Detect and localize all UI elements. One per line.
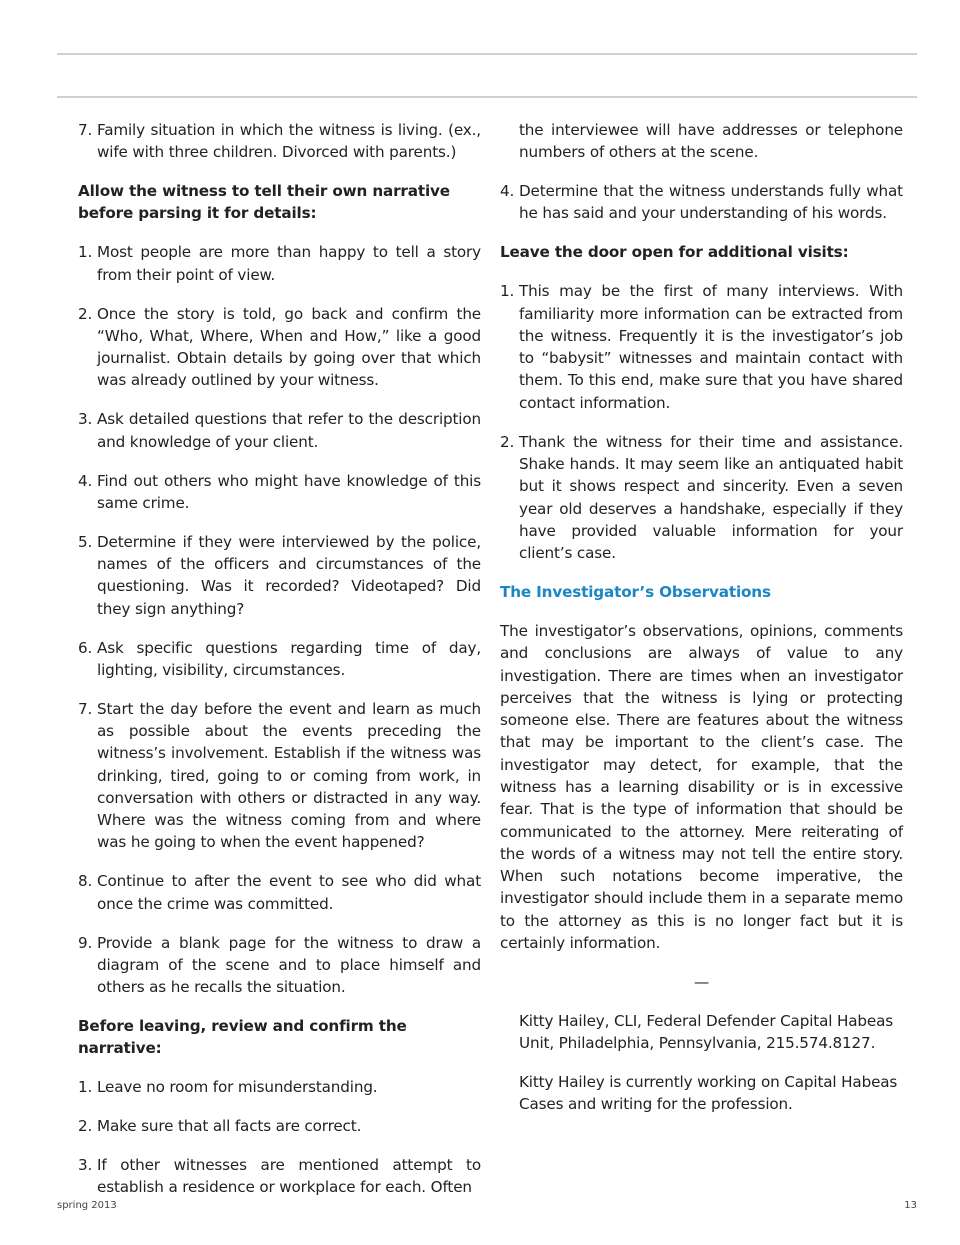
list-text: Ask specific questions regarding time of day, lighting, visibility, circumstances. — [97, 638, 481, 679]
list-number: 2. — [78, 1117, 93, 1136]
list-text: Leave no room for misunderstanding. — [97, 1078, 378, 1097]
header-rule-top — [57, 53, 917, 55]
list-item — [78, 698, 481, 854]
list-number: 4. — [78, 471, 93, 490]
list-number: 4. — [500, 182, 515, 201]
list-text: Thank the witness for their time and assistance. Shake hands. It may seem like an antiquated habit but it shows respect and sincerity. Even a seven year old deserves a handshake, especially if they have provided valuable information for your client’s case. — [519, 432, 903, 563]
list-text: Start the day before the event and learn as much as possible about the events preceding the witness’s involvement. Establish if the witness was drinking, tired, going to or coming from work, in conversation with others or distracted in any way. Where was the witness coming from and where was he going to when the event happened? — [97, 699, 481, 852]
list-text: Family situation in which the witness is living. (ex., wife with three children. Divorced with parents.) — [97, 121, 481, 162]
right-column — [500, 119, 903, 1132]
list-text: Make sure that all facts are correct. — [97, 1117, 362, 1136]
list-text: Most people are more than happy to tell a story from their point of view. — [97, 243, 481, 284]
list-text: If other witnesses are mentioned attempt to establish a residence or workplace for each. Often — [97, 1156, 481, 1197]
list-item — [500, 431, 903, 565]
list-item — [78, 1076, 481, 1098]
header-rule-bottom — [57, 96, 917, 98]
list-text: This may be the first of many interviews. With familiarity more information can be extracted from the witness. Frequently it is the investigator’s job to “babysit” witnesses and maintain contact with them. To this end, make sure that you have shared contact information. — [519, 282, 903, 412]
left-column — [78, 119, 481, 1215]
list-item — [78, 408, 481, 453]
list-text: Provide a blank page for the witness to draw a diagram of the scene and to place himself and others as he recalls the situation. — [97, 933, 481, 997]
list-number: 5. — [78, 532, 93, 551]
list-item — [78, 870, 481, 915]
author-bio: Kitty Hailey is currently working on Capital Habeas Cases and writing for the profession. — [519, 1073, 898, 1114]
list-number: 1. — [78, 243, 93, 262]
list-number: 1. — [500, 282, 515, 301]
section-heading-review: Before leaving, review and confirm the narrative: — [78, 1017, 407, 1058]
list-item — [78, 119, 481, 164]
list-item — [78, 1154, 481, 1199]
list-item — [78, 241, 481, 286]
list-carryover — [78, 119, 481, 164]
list-number: 3. — [78, 410, 93, 429]
list-number: 7. — [78, 699, 93, 718]
list-item — [500, 280, 903, 414]
separator-dash: — — [693, 972, 710, 991]
list-number: 2. — [500, 432, 515, 451]
list-item — [78, 303, 481, 392]
list-text: Find out others who might have knowledge of this same crime. — [97, 471, 481, 512]
section-heading-narrative: Allow the witness to tell their own narrative before parsing it for details: — [78, 182, 450, 223]
list-item — [78, 637, 481, 682]
page-number: 13 — [904, 1200, 917, 1211]
list-item — [500, 180, 903, 225]
section-heading-observations: The Investigator’s Observations — [500, 583, 771, 602]
section-heading-additional-visits: Leave the door open for additional visits: — [500, 243, 849, 262]
list-item — [78, 470, 481, 515]
list-number: 9. — [78, 933, 93, 952]
list-number: 8. — [78, 872, 93, 891]
list-continuation-text: the interviewee will have addresses or telephone numbers of others at the scene. — [519, 121, 903, 162]
list-text: Determine if they were interviewed by the police, names of the officers and circumstances of the questioning. Was it recorded? Videotaped? Did they sign anything? — [97, 532, 481, 618]
list-text: Determine that the witness understands fully what he has said and your understanding of his words. — [519, 182, 903, 223]
list-number: 7. — [78, 121, 93, 139]
list-additional-visits — [500, 280, 903, 564]
list-item — [78, 1115, 481, 1137]
list-text: Ask detailed questions that refer to the description and knowledge of your client. — [97, 410, 481, 451]
list-review — [78, 1076, 481, 1198]
list-text: Continue to after the event to see who did what once the crime was committed. — [97, 872, 481, 913]
author-credit: Kitty Hailey, CLI, Federal Defender Capital Habeas Unit, Philadelphia, Pennsylvania, 215.574.8127. — [519, 1011, 894, 1053]
list-number: 1. — [78, 1078, 93, 1097]
list-text: Once the story is told, go back and confirm the “Who, What, Where, When and How,” like a good journalist. Obtain details by going over that which was already outlined by your witness. — [97, 304, 481, 390]
list-review-continued — [500, 180, 903, 225]
list-number: 6. — [78, 638, 93, 657]
list-number: 2. — [78, 304, 93, 323]
list-item — [78, 932, 481, 999]
footer-issue: spring 2013 — [57, 1200, 117, 1211]
observations-paragraph: The investigator’s observations, opinions, comments and conclusions are always of value to any investigation. There are times when an investigator perceives that the witness is lying or protecting someone else. There are features about the witness that may be important to the client’s case. The investigator may detect, for example, that the witness has a learning disability or is in excessive fear. That is the type of information that should be communicated to the attorney. Mere reiterating of the words of a witness may not tell the entire story. When such notations become imperative, the investigator should include them in a separate memo to the attorney as this is no longer fact but it is certainly information. — [500, 621, 903, 953]
list-number: 3. — [78, 1156, 93, 1174]
list-narrative — [78, 241, 481, 998]
list-item — [78, 531, 481, 620]
